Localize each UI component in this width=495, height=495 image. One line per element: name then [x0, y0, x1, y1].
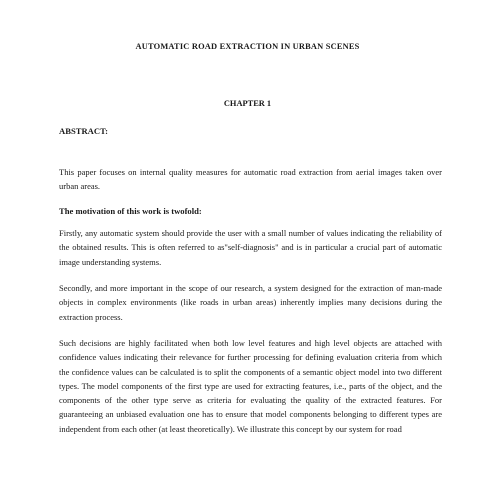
motivation-heading: The motivation of this work is twofold:	[59, 206, 202, 216]
paragraph-secondly: Secondly, and more important in the scope of our research, a system designed for the extraction of man-made objects in complex environments (like roads in urban areas) inherently implies many decisions during the extraction process.	[59, 283, 442, 322]
paragraph-decisions: Such decisions are highly facilitated when both low level features and high level objects are attached with confidence values indicating their relevance for further processing for defining evaluation criteria from which the confidence values can be calculated is to split the components of a semantic object model into two different types. The model components of the first type are used for extracting features, i.e., parts of the object, and the components of the other type serve as criteria for evaluating the quality of the extracted features. For guaranteeing an unbiased evaluation one has to ensure that model components belonging to different types are independent from each other (at least theoretically). We illustrate this concept by our system for road	[59, 338, 442, 434]
abstract-text: This paper focuses on internal quality measures for automatic road extraction from aerial images taken over urban areas.	[59, 167, 442, 192]
abstract-heading: ABSTRACT:	[59, 126, 109, 136]
chapter-heading: CHAPTER 1	[223, 99, 272, 108]
paragraph-firstly: Firstly, any automatic system should provide the user with a small number of values indicating the reliability of the obtained results. This is often referred to as"self-diagnosis" and is in particular a crucial part of automatic image understanding systems.	[59, 228, 442, 267]
document-title: AUTOMATIC ROAD EXTRACTION IN URBAN SCENES	[135, 42, 360, 51]
